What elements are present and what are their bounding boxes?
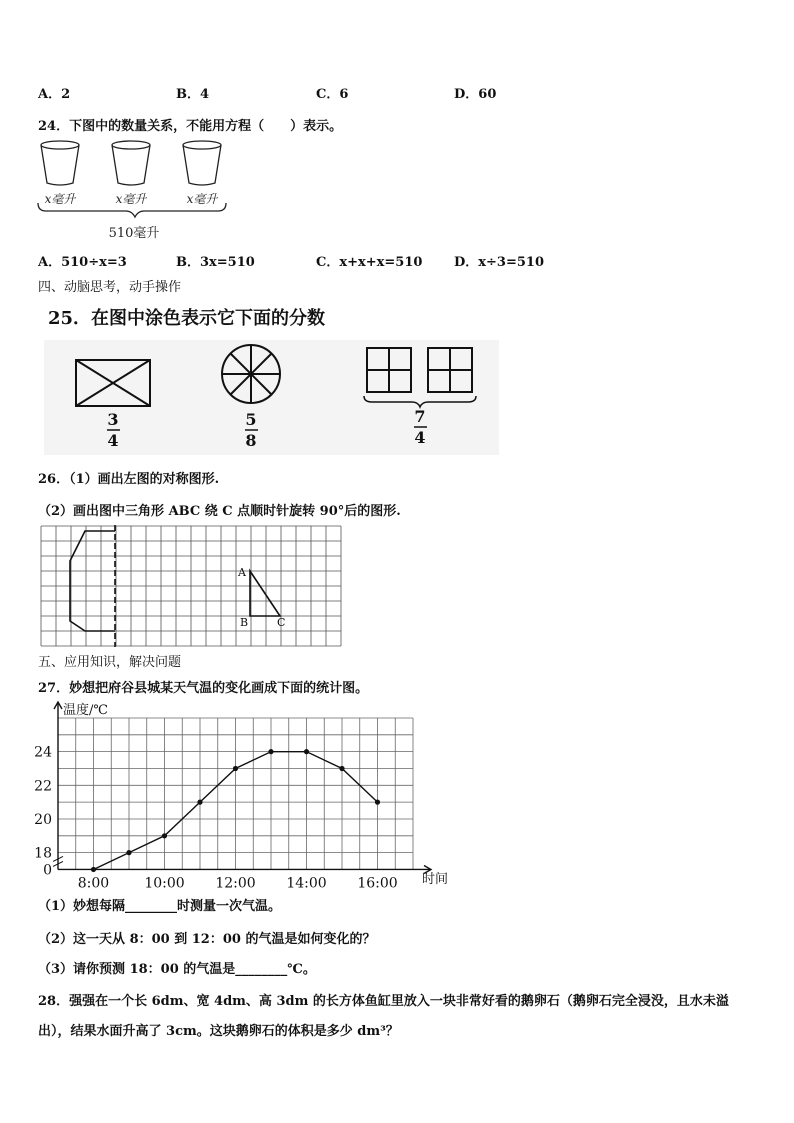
cup-label-3: x毫升 xyxy=(186,192,218,206)
x-tick-label: 8:00 xyxy=(77,875,110,892)
fraction-3-denominator: 4 xyxy=(414,428,426,447)
fraction-1-numerator: 3 xyxy=(107,410,119,429)
x-tick-label: 10:00 xyxy=(144,875,185,892)
y-tick-label: 20 xyxy=(34,811,52,828)
q24-option-d: D．x÷3=510 xyxy=(454,255,544,270)
data-point xyxy=(126,850,131,855)
total-label: 510毫升 xyxy=(108,226,160,241)
q23-option-c: C．6 xyxy=(316,87,349,102)
fraction-3-numerator: 7 xyxy=(414,407,426,426)
data-point xyxy=(304,749,309,754)
q27-sub2: （2）这一天从 8：00 到 12：00 的气温是如何变化的？ xyxy=(38,932,376,947)
q24-option-c: C．x+x+x=510 xyxy=(316,255,423,270)
y-tick-label: 0 xyxy=(43,862,52,879)
y-tick-label: 24 xyxy=(34,744,52,761)
x-tick-label: 16:00 xyxy=(357,875,398,892)
q23-option-a: A．2 xyxy=(38,87,71,102)
vertex-a-label: A xyxy=(238,566,246,579)
data-point xyxy=(375,800,380,805)
cup-label-2: x毫升 xyxy=(115,192,147,206)
temperature-chart xyxy=(28,697,448,892)
q27-sub1: （1）妙想每隔________时测量一次气温。 xyxy=(38,899,282,914)
data-point xyxy=(197,800,202,805)
q24-cups-figure xyxy=(30,135,240,245)
q28-line1: 28．强强在一个长 6dm、宽 4dm、高 3dm 的长方体鱼缸里放入一块非常好看的鹅卵石（鹅卵石完全浸没，且水未溢 xyxy=(38,994,729,1009)
fraction-2-denominator: 8 xyxy=(245,431,257,450)
q27-stem: 27．妙想把府谷县城某天气温的变化画成下面的统计图。 xyxy=(38,681,369,696)
q24-option-b: B．3x=510 xyxy=(176,255,255,270)
vertex-c-label: C xyxy=(277,616,286,629)
q24-stem: 24．下图中的数量关系，不能用方程（ ）表示。 xyxy=(38,119,343,134)
y-tick-label: 18 xyxy=(34,845,52,862)
y-axis-title: 温度/℃ xyxy=(63,703,108,718)
q25-shapes-figure xyxy=(44,340,499,455)
q23-option-d: D．60 xyxy=(454,87,497,102)
q26-line1: 26．（1）画出左图的对称图形. xyxy=(38,472,220,487)
data-point xyxy=(339,766,344,771)
data-point xyxy=(233,766,238,771)
q24-option-a: A．510÷x=3 xyxy=(38,255,127,270)
section4-heading: 四、动脑思考，动手操作 xyxy=(38,280,182,295)
data-point xyxy=(268,749,273,754)
data-point xyxy=(162,833,167,838)
fraction-1-denominator: 4 xyxy=(107,431,119,450)
q26-grid-figure xyxy=(40,525,342,647)
vertex-b-label: B xyxy=(240,616,249,629)
y-tick-label: 22 xyxy=(34,778,52,795)
x-tick-label: 14:00 xyxy=(286,875,327,892)
data-point xyxy=(91,867,96,872)
q25-stem: 25．在图中涂色表示它下面的分数 xyxy=(48,308,326,329)
q28-line2: 出），结果水面升高了 3cm。这块鹅卵石的体积是多少 dm³？ xyxy=(38,1024,399,1039)
cup-label-1: x毫升 xyxy=(44,192,76,206)
x-axis-title: 时间 xyxy=(422,872,448,887)
q23-option-b: B．4 xyxy=(176,87,210,102)
q26-line2: （2）画出图中三角形 ABC 绕 C 点顺时针旋转 90°后的图形. xyxy=(38,504,401,519)
fraction-2-numerator: 5 xyxy=(245,410,257,429)
section5-heading: 五、应用知识，解决问题 xyxy=(38,655,182,670)
q27-sub3: （3）请你预测 18：00 的气温是________℃。 xyxy=(38,962,316,977)
x-tick-label: 12:00 xyxy=(215,875,256,892)
